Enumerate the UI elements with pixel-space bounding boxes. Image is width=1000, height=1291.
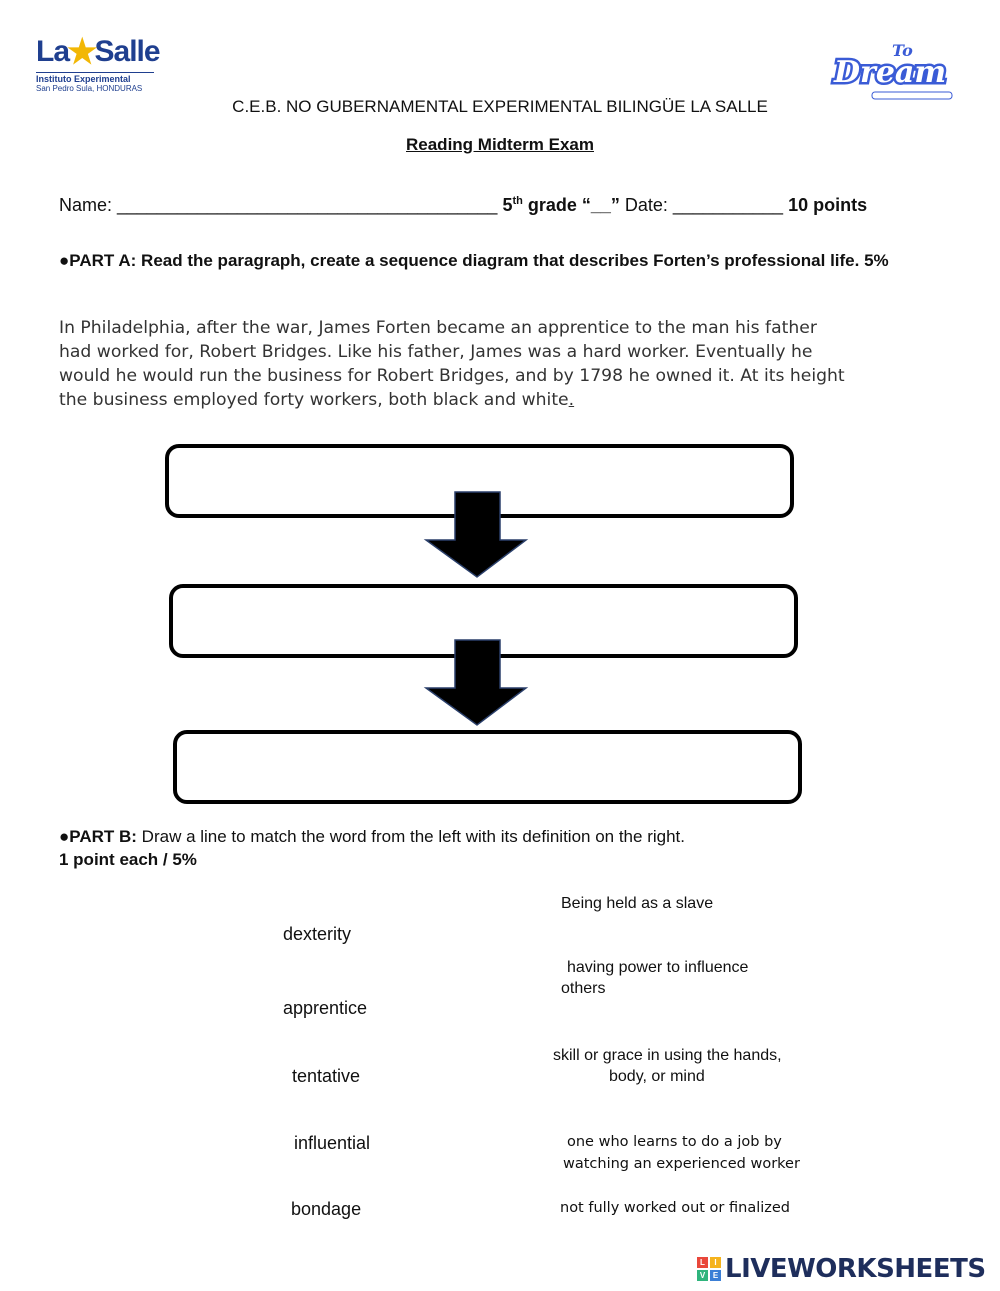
grade-label: grade “__” xyxy=(522,195,620,215)
match-definition[interactable]: one who learns to do a job by watching an experienced worker xyxy=(563,1134,800,1172)
match-word[interactable]: tentative xyxy=(292,1066,361,1086)
part-b-points: 1 point each / 5% xyxy=(59,850,197,869)
match-definition[interactable]: Being held as a slave xyxy=(561,895,714,912)
paragraph-line: In Philadelphia, after the war, James Forten became an apprentice to the man his father xyxy=(59,318,817,338)
reading-paragraph xyxy=(59,316,929,412)
logo-dream-text: Dream xyxy=(834,55,947,90)
logo-text-la: La xyxy=(36,35,70,68)
match-definition[interactable]: not fully worked out or finalized xyxy=(560,1200,791,1216)
school-name: C.E.B. NO GUBERNAMENTAL EXPERIMENTAL BILINGÜE LA SALLE xyxy=(232,97,768,116)
logo-to-mark: To xyxy=(892,41,913,60)
name-label: Name: ______________________________________ xyxy=(59,195,498,215)
logo-location: San Pedro Sula, HONDURAS xyxy=(36,84,143,93)
logo-text-salle: Salle xyxy=(94,35,160,68)
match-word[interactable]: dexterity xyxy=(283,924,352,944)
paragraph-line: would he would run the business for Robert Bridges, and by 1798 he owned it. At its height xyxy=(59,366,845,386)
student-info-line xyxy=(59,195,867,216)
sequence-box-3[interactable] xyxy=(175,732,800,802)
liveworksheets-logo xyxy=(697,1253,986,1285)
part-a-instruction: ●PART A: Read the paragraph, create a sequence diagram that describes Forten’s professional life. 5% xyxy=(59,251,889,270)
to-dream-logo-graphic xyxy=(828,38,958,102)
match-definition[interactable]: skill or grace in using the hands, body, or mind xyxy=(553,1047,782,1085)
match-definition[interactable]: having power to influence others xyxy=(561,959,749,997)
liveworksheets-badge-icon: L I V E xyxy=(697,1257,721,1281)
match-word[interactable]: influential xyxy=(294,1133,371,1153)
part-b-label: ●PART B: xyxy=(59,827,137,846)
grade-suffix: th xyxy=(512,195,523,207)
to-dream-logo xyxy=(828,38,958,102)
date-label: Date: ___________ xyxy=(619,195,789,215)
sequence-diagram-graphic xyxy=(160,440,810,810)
paragraph-line: had worked for, Robert Bridges. Like his father, James was a hard worker. Eventually he xyxy=(59,342,813,362)
grade-number: 5 xyxy=(502,195,513,215)
exam-title: Reading Midterm Exam xyxy=(406,135,594,154)
match-word[interactable]: bondage xyxy=(291,1199,362,1219)
part-b-instruction xyxy=(59,825,919,871)
logo-subtitle: Instituto Experimental xyxy=(36,72,154,84)
la-salle-logo xyxy=(36,30,166,105)
liveworksheets-wordmark: LIVEWORKSHEETS xyxy=(725,1254,986,1284)
total-points: 10 points xyxy=(788,195,868,215)
sequence-diagram xyxy=(160,440,810,810)
paragraph-end: . xyxy=(568,390,575,410)
paragraph-line: the business employed forty workers, both black and white. xyxy=(59,390,575,410)
star-icon: ★ xyxy=(67,33,97,71)
part-b-text: Draw a line to match the word from the left with its definition on the right. xyxy=(136,827,685,846)
match-word[interactable]: apprentice xyxy=(283,998,368,1018)
